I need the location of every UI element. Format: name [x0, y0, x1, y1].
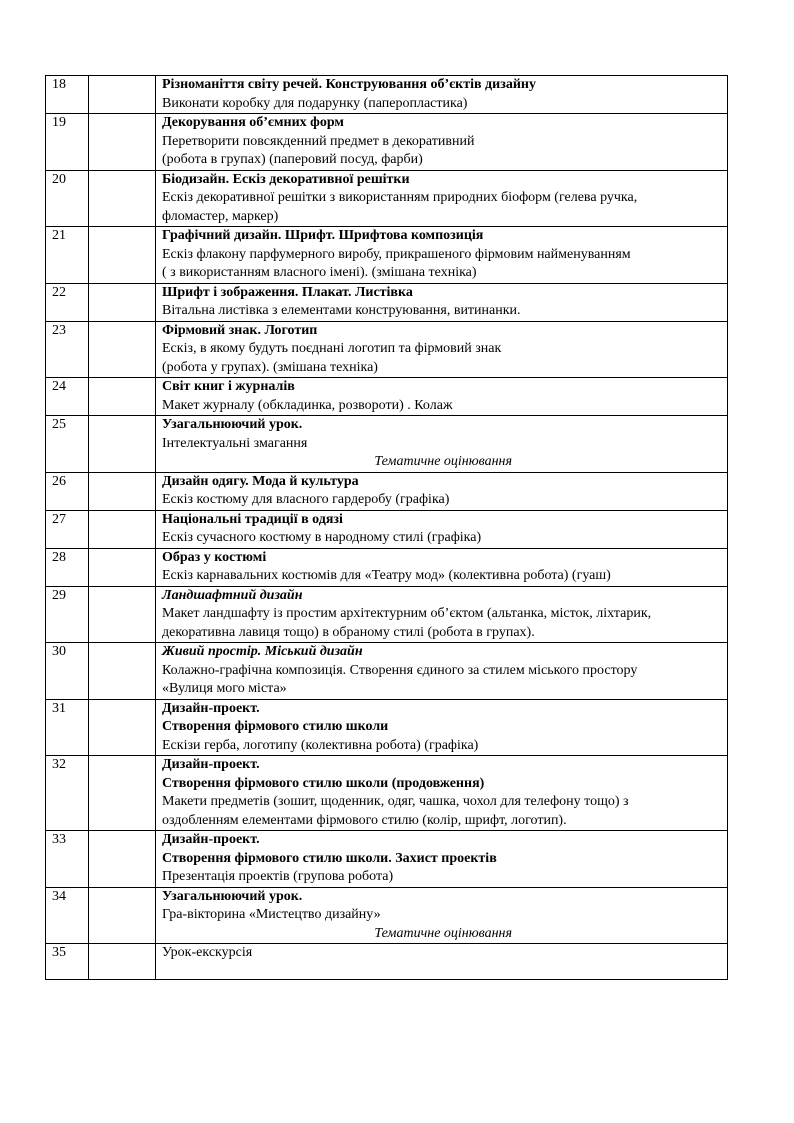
- lesson-title: Дизайн-проект.: [162, 832, 260, 847]
- lesson-title: Біодизайн. Ескіз декоративної решітки: [162, 171, 410, 187]
- lesson-title: Узагальнюючий урок.: [162, 417, 303, 432]
- lesson-task: Ескізи герба, логотипу (колективна робота) (графіка): [162, 737, 479, 753]
- lesson-task: Ескіз, в якому будуть поєднані логотип та фірмовий знак: [162, 341, 502, 356]
- lesson-date-cell: [89, 756, 156, 831]
- lesson-content: [156, 586, 728, 643]
- lesson-task: Ескіз декоративної решітки з використанням природних біоформ (гелева ручка,: [162, 190, 638, 205]
- lesson-content: [156, 548, 728, 586]
- table-row: [46, 227, 728, 284]
- lesson-content: [156, 283, 728, 321]
- lesson-number: 33: [46, 831, 89, 888]
- lesson-task: декоративна лавиця тощо) в обраному стилі (робота в групах).: [162, 624, 535, 640]
- table-row: [46, 170, 728, 227]
- table-row: [46, 756, 728, 831]
- lesson-number: 31: [46, 699, 89, 756]
- lesson-number: 18: [46, 76, 89, 114]
- lesson-number: 32: [46, 756, 89, 831]
- table-row: [46, 510, 728, 548]
- lesson-date-cell: [89, 416, 156, 473]
- table-row: [46, 283, 728, 321]
- lesson-content: [156, 76, 728, 114]
- table-row: [46, 944, 728, 980]
- lesson-date-cell: [89, 831, 156, 888]
- lesson-title: Створення фірмового стилю школи. Захист проектів: [162, 850, 497, 866]
- lesson-date-cell: [89, 548, 156, 586]
- lesson-date-cell: [89, 227, 156, 284]
- lesson-title: Ландшафтний дизайн: [162, 587, 303, 603]
- lesson-content: [156, 114, 728, 171]
- lesson-date-cell: [89, 944, 156, 980]
- lesson-number: 24: [46, 378, 89, 416]
- lesson-task: Макет ландшафту із простим архітектурним об’єктом (альтанка, місток, ліхтарик,: [162, 606, 652, 621]
- lesson-date-cell: [89, 699, 156, 756]
- lesson-task: Ескіз карнавальних костюмів для «Театру мод» (колективна робота) (гуаш): [162, 568, 611, 583]
- table-row: [46, 831, 728, 888]
- lesson-title: Узагальнюючий урок.: [162, 888, 303, 904]
- table-row: [46, 699, 728, 756]
- lesson-title: Фірмовий знак. Логотип: [162, 322, 318, 338]
- lesson-content: [156, 887, 728, 944]
- lesson-number: 21: [46, 227, 89, 284]
- table-row: [46, 887, 728, 944]
- lesson-task: Гра-вікторина «Мистецтво дизайну»: [162, 907, 381, 922]
- lesson-number: 26: [46, 472, 89, 510]
- table-row: [46, 321, 728, 378]
- lesson-task: Ескіз флакону парфумерного виробу, прикрашеного фірмовим найменуванням: [162, 246, 631, 262]
- lesson-date-cell: [89, 378, 156, 416]
- lesson-task: (робота у групах). (змішана техніка): [162, 359, 378, 375]
- lesson-number: 28: [46, 548, 89, 586]
- lesson-content: [156, 416, 728, 473]
- lesson-title: Створення фірмового стилю школи (продовження): [162, 775, 485, 791]
- lesson-content: [156, 472, 728, 510]
- lesson-title: Живий простір. Міський дизайн: [162, 644, 363, 659]
- lesson-task: (робота в групах) (паперовий посуд, фарби): [162, 152, 423, 167]
- lesson-number: 25: [46, 416, 89, 473]
- lesson-number: 27: [46, 510, 89, 548]
- lesson-task: Вітальна листівка з елементами конструювання, витинанки.: [162, 303, 521, 318]
- lesson-title: Створення фірмового стилю школи: [162, 719, 389, 734]
- table-row: [46, 416, 728, 473]
- table-row: [46, 643, 728, 700]
- lesson-number: 35: [46, 944, 89, 980]
- lesson-date-cell: [89, 321, 156, 378]
- lesson-title: Світ книг і журналів: [162, 379, 295, 394]
- table-row: [46, 114, 728, 171]
- lesson-plan-table: [45, 75, 728, 980]
- lesson-task: «Вулиця мого міста»: [162, 681, 287, 696]
- lesson-content: [156, 699, 728, 756]
- table-row: [46, 548, 728, 586]
- table-body: [46, 76, 728, 980]
- lesson-date-cell: [89, 472, 156, 510]
- lesson-task: Ескіз костюму для власного гардеробу (графіка): [162, 492, 450, 507]
- lesson-content: [156, 756, 728, 831]
- lesson-title: Декорування об’ємних форм: [162, 115, 344, 130]
- lesson-title: Образ у костюмі: [162, 549, 267, 565]
- lesson-content: [156, 831, 728, 888]
- lesson-task: Ескіз сучасного костюму в народному стилі (графіка): [162, 530, 482, 545]
- lesson-task: Презентація проектів (групова робота): [162, 869, 394, 884]
- lesson-number: 22: [46, 283, 89, 321]
- lesson-task: фломастер, маркер): [162, 208, 279, 224]
- lesson-task: Перетворити повсякденний предмет в декоративний: [162, 133, 475, 149]
- table-row: [46, 472, 728, 510]
- lesson-title: Дизайн-проект.: [162, 757, 260, 772]
- lesson-task: ( з використанням власного імені). (змішана техніка): [162, 265, 477, 280]
- lesson-task: Макет журналу (обкладинка, розвороти) . Колаж: [162, 397, 453, 413]
- lesson-date-cell: [89, 887, 156, 944]
- lesson-date-cell: [89, 283, 156, 321]
- lesson-content: [156, 643, 728, 700]
- assessment-note: Тематичне оцінювання: [374, 454, 512, 469]
- lesson-date-cell: [89, 586, 156, 643]
- lesson-date-cell: [89, 510, 156, 548]
- lesson-number: 29: [46, 586, 89, 643]
- lesson-task: Виконати коробку для подарунку (паперопластика): [162, 95, 468, 111]
- lesson-content: [156, 944, 728, 980]
- lesson-content: [156, 170, 728, 227]
- lesson-title: Різноманіття світу речей. Конструювання об’єктів дизайну: [162, 77, 536, 92]
- lesson-number: 23: [46, 321, 89, 378]
- lesson-title: Національні традиції в одязі: [162, 511, 343, 527]
- lesson-title: Дизайн-проект.: [162, 700, 260, 716]
- lesson-task: Урок-екскурсія: [162, 945, 253, 960]
- lesson-task: Інтелектуальні змагання: [162, 435, 308, 451]
- lesson-title: Шрифт і зображення. Плакат. Листівка: [162, 284, 413, 300]
- lesson-content: [156, 227, 728, 284]
- lesson-task: оздобленням елементами фірмового стилю (колір, шрифт, логотип).: [162, 812, 567, 828]
- lesson-task: Колажно-графічна композиція. Створення єдиного за стилем міського простору: [162, 662, 638, 678]
- lesson-content: [156, 321, 728, 378]
- table-row: [46, 586, 728, 643]
- lesson-date-cell: [89, 76, 156, 114]
- lesson-title: Дизайн одягу. Мода й культура: [162, 473, 359, 489]
- lesson-title: Графічний дизайн. Шрифт. Шрифтова композиція: [162, 228, 484, 243]
- lesson-number: 34: [46, 887, 89, 944]
- table-row: [46, 76, 728, 114]
- lesson-date-cell: [89, 114, 156, 171]
- lesson-content: [156, 378, 728, 416]
- lesson-number: 20: [46, 170, 89, 227]
- table-row: [46, 378, 728, 416]
- lesson-date-cell: [89, 170, 156, 227]
- lesson-date-cell: [89, 643, 156, 700]
- lesson-task: Макети предметів (зошит, щоденник, одяг, чашка, чохол для телефону тощо) з: [162, 794, 629, 809]
- lesson-number: 19: [46, 114, 89, 171]
- lesson-content: [156, 510, 728, 548]
- lesson-number: 30: [46, 643, 89, 700]
- assessment-note: Тематичне оцінювання: [374, 925, 512, 941]
